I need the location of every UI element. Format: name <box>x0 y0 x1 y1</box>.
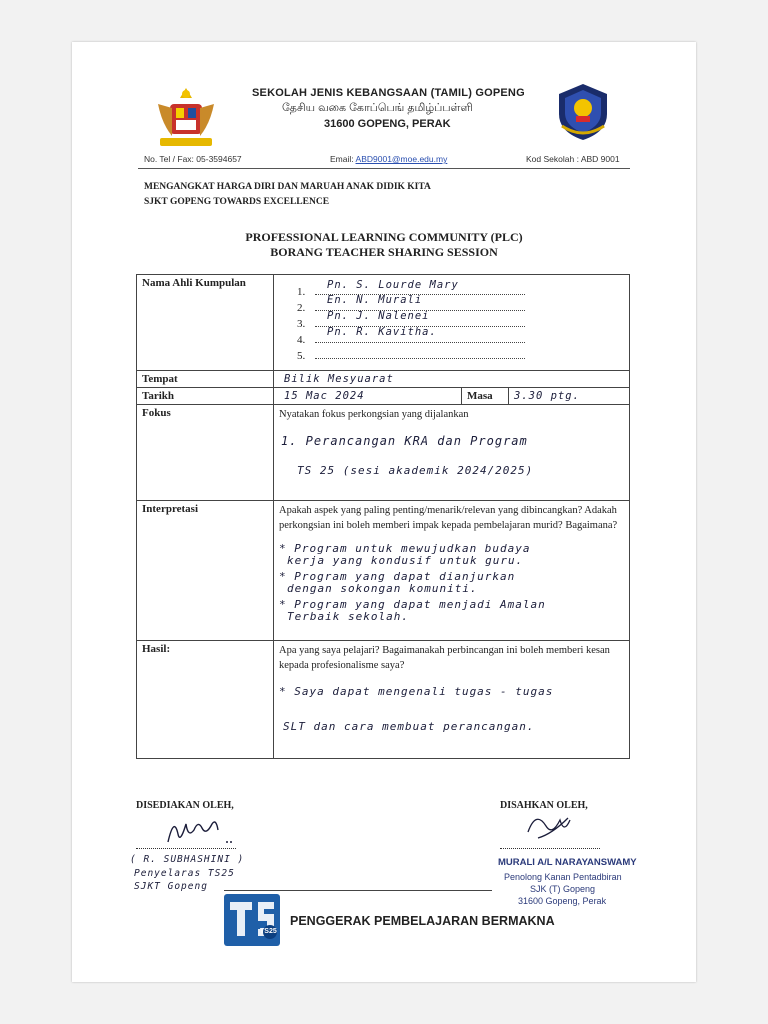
prepared-by-label: DISEDIAKAN OLEH, <box>136 800 234 811</box>
interpretation-line-6: Terbaik sekolah. <box>287 610 409 623</box>
motto-line-1: MENGANGKAT HARGA DIRI DAN MARUAH ANAK DIDIK KITA <box>144 182 431 192</box>
focus-prompt: Nyatakan fokus perkongsian yang dijalankan <box>279 409 469 420</box>
prepared-signature-icon <box>164 812 244 848</box>
prepared-name: ( R. SUBHASHINI ) <box>130 854 245 865</box>
interpretation-line-1: * Program untuk mewujudkan budaya <box>279 542 531 555</box>
member-row-3: 3. Pn. J. Nalenei <box>297 313 624 329</box>
school-name-tamil: தேசிய வகை கோப்பெங் தமிழ்ப்பள்ளி <box>282 102 473 114</box>
prepared-signature-line <box>136 848 236 849</box>
approved-address: 31600 Gopeng, Perak <box>518 896 607 906</box>
member-row-1: 1. Pn. S. Lourde Mary <box>297 281 624 297</box>
result-line-1: * Saya dapat mengenali tugas - tugas <box>279 685 554 698</box>
approved-role: Penolong Kanan Pentadbiran <box>504 872 622 882</box>
interpretation-line-2: kerja yang kondusif untuk guru. <box>287 554 524 567</box>
member-name-2: En. N. Murali <box>327 294 423 306</box>
approved-signature-line <box>500 848 600 849</box>
member-name-4: Pn. R. Kavitha. <box>327 326 437 338</box>
ts25-logo-text: TS25 <box>260 928 277 935</box>
approved-school: SJK (T) Gopeng <box>530 884 596 894</box>
place-label: Tempat <box>137 371 274 388</box>
form-title-line-2: BORANG TEACHER SHARING SESSION <box>270 245 498 259</box>
footer-slogan: PENGGERAK PEMBELAJARAN BERMAKNA <box>290 914 555 928</box>
email-label: Email: <box>330 154 354 164</box>
date-value: 15 Mac 2024 <box>274 388 462 405</box>
member-row-2: 2. En. N. Murali <box>297 297 624 313</box>
school-address: 31600 GOPENG, PERAK <box>324 118 451 130</box>
tel-fax: No. Tel / Fax: 05-3594657 <box>144 154 242 164</box>
focus-line-2: TS 25 (sesi akademik 2024/2025) <box>297 464 534 477</box>
result-line-2: SLT dan cara membuat perancangan. <box>283 720 535 733</box>
school-name: SEKOLAH JENIS KEBANGSAAN (TAMIL) GOPENG <box>252 87 525 99</box>
members-cell <box>274 275 630 371</box>
members-label: Nama Ahli Kumpulan <box>137 275 274 371</box>
document-page <box>72 42 696 982</box>
focus-cell <box>274 405 630 501</box>
interpretation-line-3: * Program yang dapat dianjurkan <box>279 570 516 583</box>
interpretation-label: Interpretasi <box>137 501 274 641</box>
interpretation-line-4: dengan sokongan komuniti. <box>287 582 478 595</box>
footer-divider <box>224 890 492 891</box>
member-name-3: Pn. J. Nalenei <box>327 310 430 322</box>
motto-line-2: SJKT GOPENG TOWARDS EXCELLENCE <box>144 197 330 207</box>
email-line <box>330 154 447 164</box>
plc-form-table <box>136 274 630 759</box>
approved-name: MURALI A/L NARAYANSWAMY <box>498 857 637 868</box>
time-value: 3.30 ptg. <box>509 388 630 405</box>
member-name-1: Pn. S. Lourde Mary <box>327 279 459 291</box>
interpretation-prompt: Apakah aspek yang paling penting/menarik/relevan yang dibincangkan? Adakah perkongsian ini boleh memberi impak kepada pembelajaran murid? Bagaimana? <box>279 505 618 531</box>
result-label: Hasil: <box>137 641 274 759</box>
prepared-role: Penyelaras TS25 <box>134 868 235 879</box>
school-logo-icon <box>554 82 612 142</box>
result-cell <box>274 641 630 759</box>
interpretation-cell <box>274 501 630 641</box>
focus-label: Fokus <box>137 405 274 501</box>
approved-signature-icon <box>520 808 582 846</box>
approved-by-label: DISAHKAN OLEH, <box>500 800 588 811</box>
focus-line-1: 1. Perancangan KRA dan Program <box>281 434 528 448</box>
form-title-line-1: PROFESSIONAL LEARNING COMMUNITY (PLC) <box>245 230 523 244</box>
prepared-school: SJKT Gopeng <box>134 881 208 892</box>
place-value: Bilik Mesyuarat <box>274 371 630 388</box>
date-label: Tarikh <box>137 388 274 405</box>
header-divider <box>138 168 630 169</box>
ts25-logo-icon <box>224 894 280 946</box>
malaysia-crest-icon <box>150 84 222 152</box>
result-prompt: Apa yang saya pelajari? Bagaimanakah perbincangan ini boleh memberi kesan kepada profesionalisme saya? <box>279 645 610 671</box>
interpretation-line-5: * Program yang dapat menjadi Amalan <box>279 598 546 611</box>
member-row-4: 4. Pn. R. Kavitha. <box>297 329 624 345</box>
member-row-5: 5. <box>297 345 624 361</box>
email-link[interactable]: ABD9001@moe.edu.my <box>355 154 448 164</box>
school-code: Kod Sekolah : ABD 9001 <box>526 154 620 164</box>
time-label: Masa <box>462 388 509 405</box>
